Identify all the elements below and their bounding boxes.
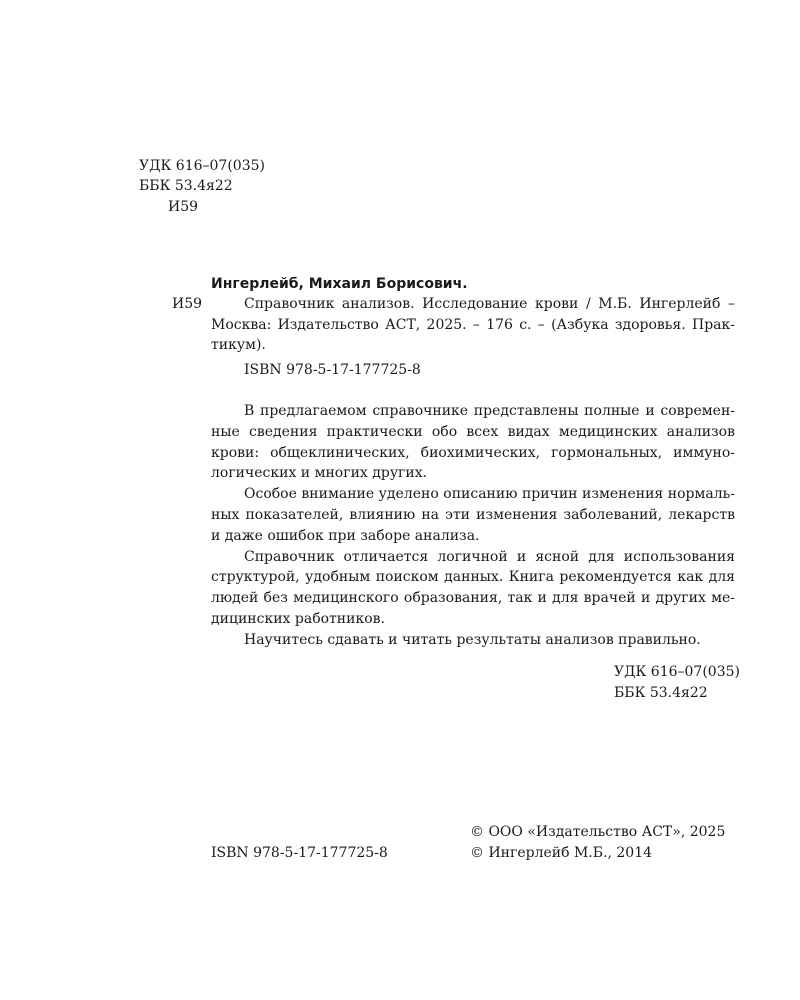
- udk-code-bottom: УДК 616–07(035): [614, 664, 740, 680]
- isbn-footer: ISBN 978-5-17-177725-8: [211, 845, 388, 861]
- bib-line: Москва: Издательство АСТ, 2025. – 176 с. – (Азбука здоровья. Прак-: [211, 316, 735, 333]
- copyright-publisher: © ООО «Издательство АСТ», 2025: [470, 824, 726, 840]
- annotation-line: ных показателей, влиянию на эти изменения заболеваний, лекарств: [211, 506, 735, 523]
- annotation-line: ные сведения практически обо всех видах медицинских анализов: [211, 423, 735, 440]
- author-heading: Ингерлейб, Михаил Борисович.: [211, 276, 468, 292]
- annotation-line: людей без медицинского образования, так и для врачей и других ме-: [211, 590, 735, 607]
- annotation-line: и даже ошибок при заборе анализа.: [211, 527, 480, 544]
- copyright-author: © Ингерлейб М.Б., 2014: [470, 845, 653, 861]
- bibliographic-description: [211, 294, 735, 356]
- bbk-code: ББК 53.4я22: [139, 178, 233, 194]
- annotation-line: структурой, удобным поиском данных. Книга рекомендуется как для: [211, 569, 735, 586]
- bbk-code-bottom: ББК 53.4я22: [614, 685, 708, 701]
- annotation-line: крови: общеклинических, биохимических, гормональных, иммуно-: [211, 444, 735, 461]
- bib-line: Справочник анализов. Исследование крови / М.Б. Ингерлейб –: [244, 296, 735, 312]
- annotation-line: Справочник отличается логичной и ясной для использования: [244, 548, 735, 565]
- annotation: [211, 401, 735, 651]
- annotation-line: В предлагаемом справочнике представлены полные и современ-: [244, 403, 735, 419]
- annotation-line: логических и многих других.: [211, 465, 428, 482]
- annotation-line: Особое внимание уделено описанию причин изменения нормаль-: [244, 486, 735, 503]
- udk-code: УДК 616–07(035): [139, 158, 265, 174]
- author-sign-main: И59: [172, 296, 203, 312]
- annotation-line: дицинских работников.: [211, 610, 385, 627]
- annotation-line: Научитесь сдавать и читать результаты анализов правильно.: [244, 631, 701, 648]
- isbn: ISBN 978-5-17-177725-8: [244, 362, 421, 378]
- author-sign: И59: [168, 199, 199, 215]
- bib-line: тикум).: [211, 337, 266, 353]
